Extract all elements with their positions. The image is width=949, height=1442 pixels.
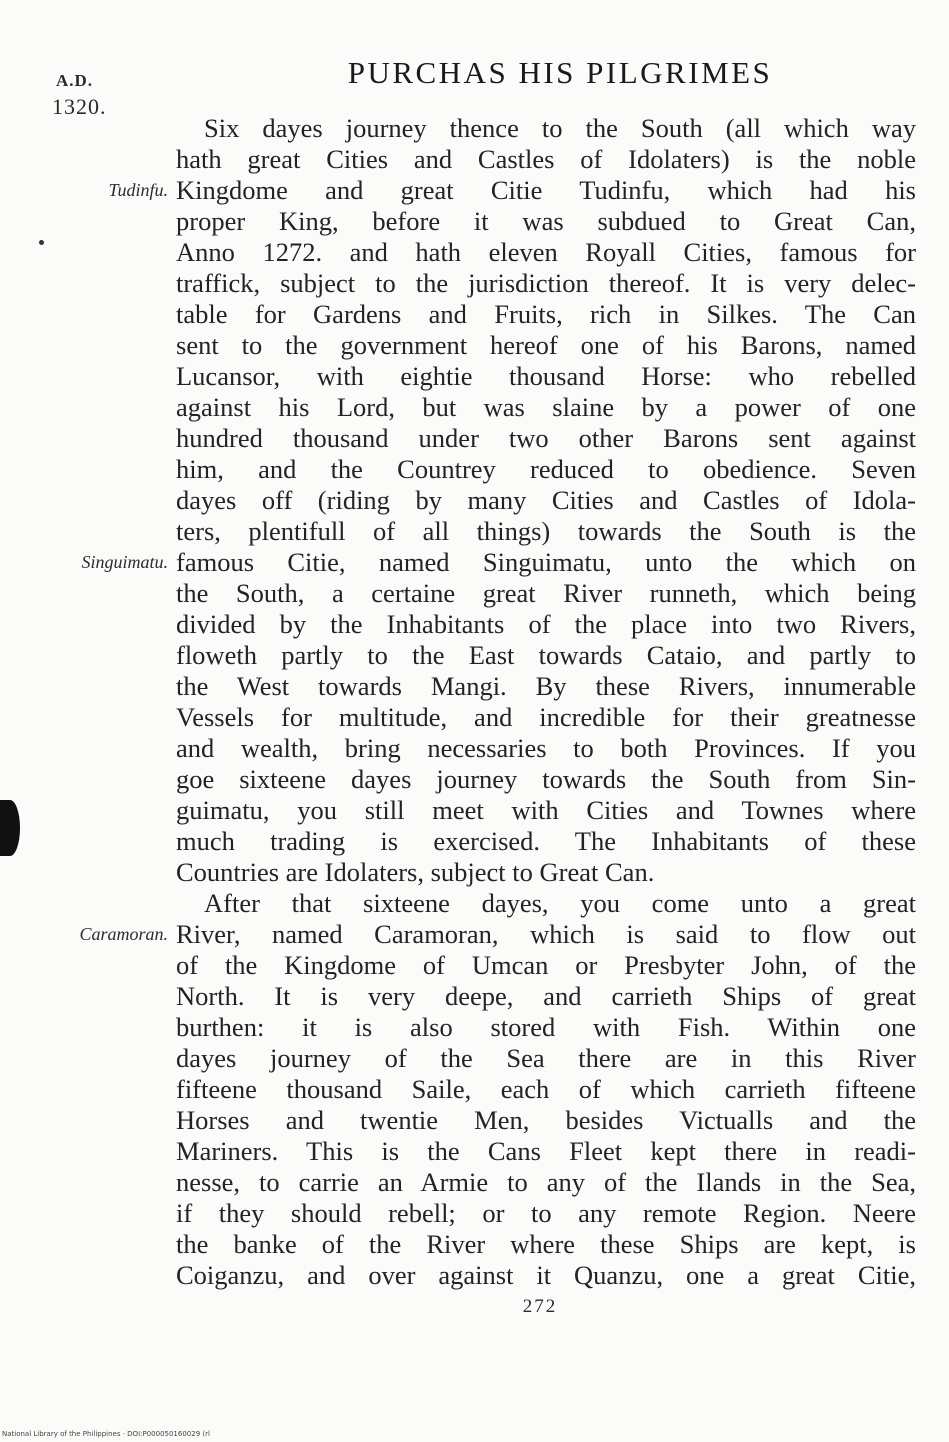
text-line: floweth partly to the East towards Cataio, and partly to bbox=[176, 640, 916, 670]
text-line: famous Citie, named Singuimatu, unto the which on bbox=[176, 547, 916, 577]
margin-note-tudinfu: Tudinfu. bbox=[108, 180, 168, 200]
text-line: Horses and twentie Men, besides Victualls and the bbox=[176, 1105, 916, 1135]
text-line: the South, a certaine great River runneth, which being bbox=[176, 578, 916, 608]
page-number: 272 bbox=[522, 1296, 558, 1317]
body-text bbox=[176, 113, 916, 1291]
text-line: North. It is very deepe, and carrieth Ships of great bbox=[176, 981, 916, 1011]
margin-date-year: 1320. bbox=[52, 94, 107, 119]
scan-footer: National Library of the Philippines · DOI:P000050160029 (rl bbox=[2, 1430, 210, 1438]
text-line: dayes journey of the Sea there are in this River bbox=[176, 1043, 916, 1073]
text-line: Countries are Idolaters, subject to Great Can. bbox=[176, 857, 655, 887]
text-line: hath great Cities and Castles of Idolaters) is the noble bbox=[176, 144, 916, 174]
ink-speck bbox=[39, 240, 44, 245]
text-line: proper King, before it was subdued to Great Can, bbox=[176, 206, 916, 236]
text-line: burthen: it is also stored with Fish. Within one bbox=[176, 1012, 916, 1042]
text-line: After that sixteene dayes, you come unto a great bbox=[204, 888, 916, 918]
text-line: if they should rebell; or to any remote Region. Neere bbox=[176, 1198, 916, 1228]
text-line: River, named Caramoran, which is said to flow out bbox=[176, 919, 916, 949]
text-line: divided by the Inhabitants of the place into two Rivers, bbox=[176, 609, 916, 639]
text-line: hundred thousand under two other Barons sent against bbox=[176, 423, 916, 453]
text-line: goe sixteene dayes journey towards the South from Sin- bbox=[176, 764, 916, 794]
margin-date-era: A.D. bbox=[56, 71, 94, 90]
text-line: fifteene thousand Saile, each of which carrieth fifteene bbox=[176, 1074, 916, 1104]
text-line: Six dayes journey thence to the South (all which way bbox=[204, 113, 916, 143]
text-line: table for Gardens and Fruits, rich in Silkes. The Can bbox=[176, 299, 916, 329]
margin-note-caramoran: Caramoran. bbox=[79, 924, 168, 944]
margin-date bbox=[52, 68, 142, 120]
running-title: PURCHAS HIS PILGRIMES bbox=[347, 55, 773, 90]
margin-note-singuimatu: Singuimatu. bbox=[81, 552, 168, 572]
text-line: Vessels for multitude, and incredible for their greatnesse bbox=[176, 702, 916, 732]
text-line: and wealth, bring necessaries to both Provinces. If you bbox=[176, 733, 916, 763]
text-line: traffick, subject to the jurisdiction thereof. It is very delec- bbox=[176, 268, 916, 298]
text-line: Anno 1272. and hath eleven Royall Cities, famous for bbox=[176, 237, 916, 267]
text-line: Kingdome and great Citie Tudinfu, which had his bbox=[176, 175, 916, 205]
text-line: him, and the Countrey reduced to obedience. Seven bbox=[176, 454, 916, 484]
text-line: of the Kingdome of Umcan or Presbyter John, of the bbox=[176, 950, 916, 980]
text-line: dayes off (riding by many Cities and Castles of Idola- bbox=[176, 485, 916, 515]
text-line: guimatu, you still meet with Cities and Townes where bbox=[176, 795, 916, 825]
text-line: nesse, to carrie an Armie to any of the Ilands in the Sea, bbox=[176, 1167, 916, 1197]
text-line: Mariners. This is the Cans Fleet kept there in readi- bbox=[176, 1136, 916, 1166]
text-line: much trading is exercised. The Inhabitants of these bbox=[176, 826, 916, 856]
text-line: the West towards Mangi. By these Rivers, innumerable bbox=[176, 671, 916, 701]
text-line: Coiganzu, and over against it Quanzu, one a great Citie, bbox=[176, 1260, 916, 1290]
text-line: ters, plentifull of all things) towards the South is the bbox=[176, 516, 916, 546]
text-line: against his Lord, but was slaine by a power of one bbox=[176, 392, 916, 422]
text-line: Lucansor, with eightie thousand Horse: who rebelled bbox=[176, 361, 916, 391]
text-line: the banke of the River where these Ships are kept, is bbox=[176, 1229, 916, 1259]
text-line: sent to the government hereof one of his Barons, named bbox=[176, 330, 916, 360]
ink-blot bbox=[0, 800, 20, 856]
